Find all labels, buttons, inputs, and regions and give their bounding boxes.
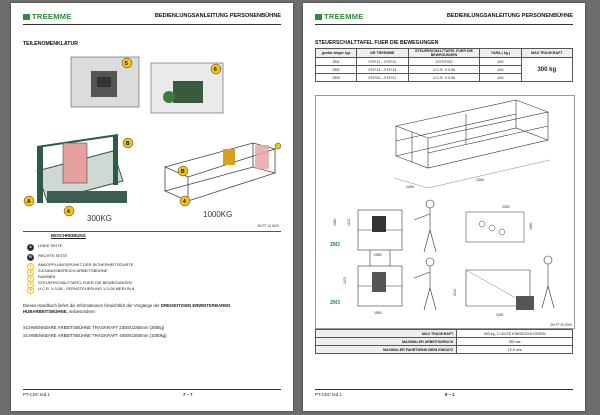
callout-a-icon: A (27, 244, 34, 251)
svg-text:2200: 2200 (502, 205, 510, 209)
svg-text:1150: 1150 (496, 313, 504, 317)
header-title: BEDIENLUNGSANLEITUNG PERSONENBÜHNE (446, 13, 573, 19)
intro-paragraph-2: HUBARBEITSBÜHNE, insbesondere: (23, 309, 96, 314)
legend-item: 5 U.C.R. V.3-08 - FERNSTEUERUNG V.3-08 MERLIN 8 (27, 286, 134, 292)
legend-item: 4 STEUERSCHALTTAFEL FUER DIE BEWEGUNGEN (27, 280, 132, 286)
footer-doc: PT-CDC ted 1 (23, 392, 50, 397)
list-item: SCHWENKBARE ARBEITSBÜHNE TRAGKRAFT 4000X1500mm (1000kg) (23, 333, 167, 338)
table-row: ZM3 079720 – 079721 U.C.R. V.3-08 400 (316, 74, 573, 82)
svg-text:1100: 1100 (343, 276, 347, 284)
max-load-cell: 300 kg (521, 58, 572, 82)
svg-text:A: A (27, 199, 31, 205)
spec-table (315, 329, 573, 354)
platform-dimension-svg (316, 96, 574, 328)
treemme-logo: TREEMME (23, 12, 72, 21)
svg-text:1450: 1450 (333, 218, 337, 226)
page-header (315, 12, 573, 25)
dimension-drawing (315, 95, 575, 329)
page-number: 8 – 1 (445, 392, 455, 397)
left-page (11, 3, 293, 411)
svg-text:1650: 1650 (529, 222, 533, 230)
list-item: SCHWENKBARE ARBEITSBÜHNE TRAGKRAFT 2300X1050mm (300kg) (23, 325, 165, 330)
capacity-300: 300KG (87, 214, 112, 223)
legend-title: BESCHREIBUNG (51, 233, 86, 238)
svg-text:2110: 2110 (453, 288, 457, 296)
capacity-1000: 1000KG (203, 210, 233, 219)
svg-text:1500: 1500 (374, 311, 382, 315)
svg-text:4: 4 (67, 209, 70, 215)
svg-text:5: 5 (125, 61, 128, 67)
page-footer (315, 389, 573, 397)
table-row: MAX TRAGKRAFT 300 kg, 3 LEUTE EINGESCHLOSSEN (316, 330, 573, 338)
svg-text:1100: 1100 (347, 218, 351, 226)
zm2-label: ZM2 (330, 242, 340, 248)
legend-item: B RECHTE SEITE (27, 253, 67, 259)
table-row: ZM2 079713 – 079714 U.C.R. V.3-08 400 (316, 66, 573, 74)
svg-text:2050: 2050 (374, 253, 382, 257)
footer-doc: PT-CDC ted 1 (315, 392, 342, 397)
svg-text:4: 4 (183, 199, 186, 205)
table-row: MAXIMALER FAHRTWIND BEIM EINSATZ 12,5 m/s (316, 346, 573, 354)
table-row: MAXIMALER ARBEITSDRUCK 250 bar (316, 338, 573, 346)
header-title: BEDIENLUNGSANLEITUNG PERSONENBÜHNE (154, 13, 281, 19)
page-footer (23, 389, 281, 397)
legend-item: A LINKE SEITE (27, 243, 62, 249)
treemme-logo: TREEMME (315, 12, 364, 21)
table-row: ZM1 079711 – 079712 JOYSTICK 400 300 kg (316, 58, 573, 66)
legend-item: 2 ZUGANGSBEREICH ARBEITSBÜHNE (27, 268, 108, 274)
page-number: 7 – 7 (183, 392, 193, 397)
legend-item: 3 RAHMEN (27, 274, 55, 280)
right-page (303, 3, 585, 411)
figure-tag: 2M PT 09 0003 (550, 323, 572, 327)
svg-text:1400: 1400 (406, 185, 414, 189)
legend-item: 1 ANKOPPLUNGSPUNKT DER SICHERHEITSGURTE (27, 262, 133, 268)
zm3-label: ZM3 (330, 300, 340, 306)
figure-tag: 2M PT 10 0003 (257, 224, 279, 228)
model-table (315, 48, 573, 82)
svg-text:2300: 2300 (476, 178, 484, 182)
svg-text:B: B (126, 141, 130, 147)
table-header-row: geräte-träger typ NR TREEMME STEUERSCHALTTAFEL FUER DIE BEWEGUNGEN TARA ( kg ) MAX TRAGKRAFT (316, 49, 573, 58)
callout-b-icon: B (27, 254, 34, 261)
svg-text:6: 6 (214, 67, 217, 73)
section-title: TEILENOMENKLATUR (23, 41, 78, 47)
nomenclature-figure (23, 51, 281, 229)
section-title: STEUERSCHALTTAFEL FUER DIE BEWEGUNGEN (315, 40, 439, 46)
intro-paragraph: Dieses Handbuch liefert die Informationen hinsichtlich der Vorgänge der DREISEITIGEN ERWEITERBAREN (23, 303, 231, 308)
platform-drawing (23, 51, 281, 229)
page-header (23, 12, 281, 25)
svg-text:B: B (181, 169, 185, 175)
